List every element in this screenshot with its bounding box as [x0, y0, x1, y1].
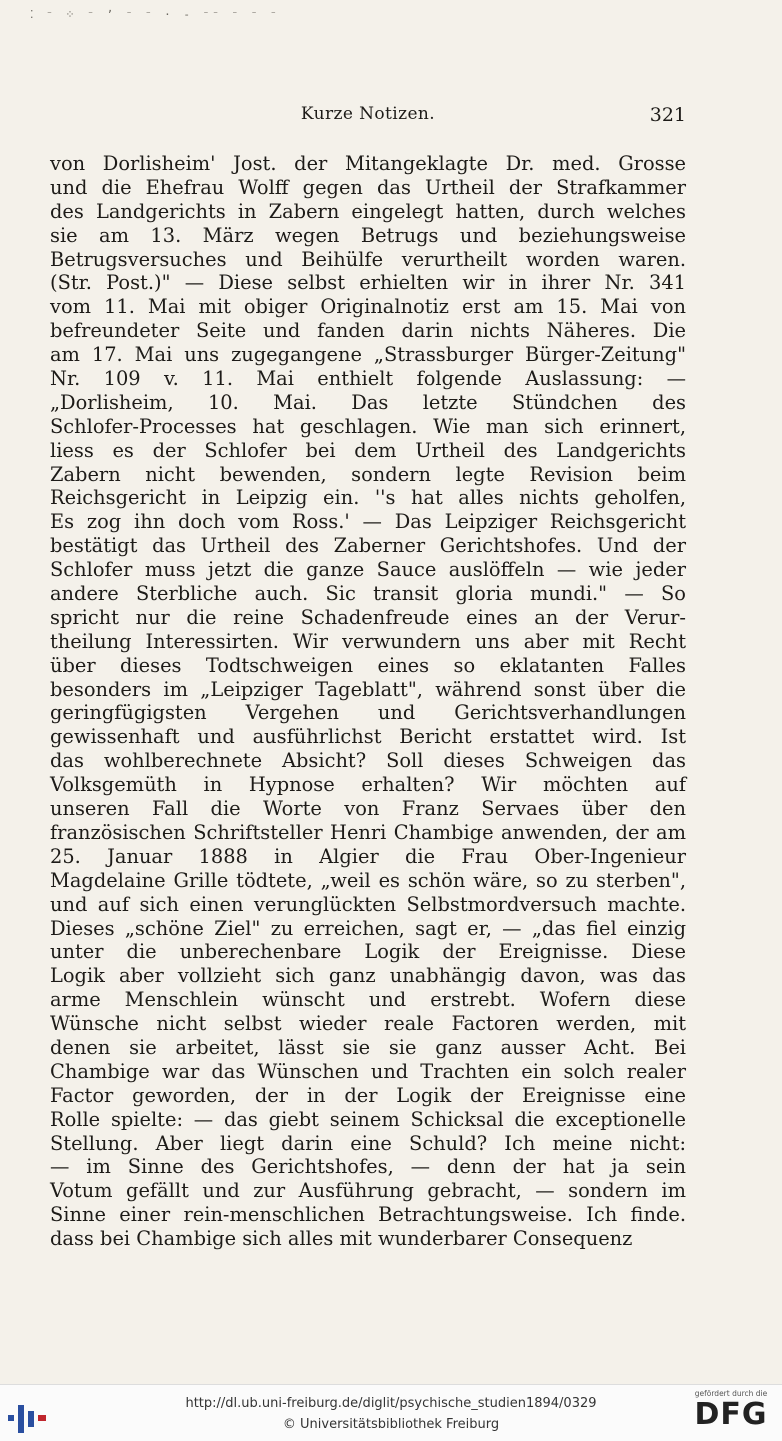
text-line: spricht nur die reine Schadenfreude eines an der Verur-: [50, 605, 686, 629]
text-line: arme Menschlein wünscht und erstrebt. Wofern diese: [50, 988, 686, 1012]
text-line: Stellung. Aber liegt darin eine Schuld? Ich meine nicht:: [50, 1131, 686, 1155]
text-line: Es zog ihn doch vom Ross.' — Das Leipziger Reichsgericht: [50, 510, 686, 534]
text-line: Reichsgericht in Leipzig ein. ''s hat alles nichts geholfen,: [50, 486, 686, 510]
text-line: liess es der Schlofer bei dem Urtheil des Landgerichts: [50, 438, 686, 462]
page-header: [50, 104, 686, 134]
text-line: am 17. Mai uns zugegangene „Strassburger Bürger-Zeitung": [50, 343, 686, 367]
text-line: Chambige war das Wünschen und Trachten ein solch realer: [50, 1059, 686, 1083]
text-line: befreundeter Seite und fanden darin nichts Näheres. Die: [50, 319, 686, 343]
text-line: Volksgemüth in Hypnose erhalten? Wir möchten auf: [50, 773, 686, 797]
text-line: Betrugsversuches und Beihülfe verurtheilt worden waren.: [50, 247, 686, 271]
dfg-logo: [690, 1389, 772, 1437]
dfg-logo-text: DFG: [694, 1397, 768, 1432]
text-line: über dieses Todtschweigen eines so eklatanten Falles: [50, 653, 686, 677]
text-line: bestätigt das Urtheil des Zaberner Gerichtshofes. Und der: [50, 534, 686, 558]
text-line: und auf sich einen verunglückten Selbstmordversuch machte.: [50, 892, 686, 916]
text-line: Dieses „schöne Ziel" zu erreichen, sagt er, — „das fiel einzig: [50, 916, 686, 940]
text-line: von Dorlisheim' Jost. der Mitangeklagte Dr. med. Grosse: [50, 152, 686, 175]
scan-artifacts: ⁚ ⁻ ⁘ ⁻ ʼ ⁻ ⁻ · ‐ ⁻⁻ ⁻ ⁻ ⁻: [30, 8, 280, 21]
text-line: Sinne einer rein-menschlichen Betrachtungsweise. Ich finde.: [50, 1203, 686, 1227]
text-line: dass bei Chambige sich alles mit wunderbarer Consequenz: [50, 1227, 633, 1251]
text-line: Rolle spielte: — das giebt seinem Schicksal die exceptionelle: [50, 1107, 686, 1131]
footer: [0, 1384, 782, 1441]
body-text: [50, 152, 686, 1251]
text-line: sie am 13. März wegen Betrugs und beziehungsweise: [50, 223, 686, 247]
text-line: Nr. 109 v. 11. Mai enthielt folgende Auslassung: —: [50, 367, 686, 391]
text-line: französischen Schriftsteller Henri Chambige anwenden, der am: [50, 820, 686, 844]
text-line: unter die unberechenbare Logik der Ereignisse. Diese: [50, 940, 686, 964]
text-line: Schlofer-Processes hat geschlagen. Wie man sich erinnert,: [50, 414, 686, 438]
text-line: Zabern nicht bewenden, sondern legte Revision beim: [50, 462, 686, 486]
text-line: denen sie arbeitet, lässt sie sie ganz ausser Acht. Bei: [50, 1035, 686, 1059]
text-line: (Str. Post.)" — Diese selbst erhielten wir in ihrer Nr. 341: [50, 271, 686, 295]
text-line: — im Sinne des Gerichtshofes, — denn der hat ja sein: [50, 1155, 686, 1179]
text-line: andere Sterbliche auch. Sic transit gloria mundi." — So: [50, 582, 686, 606]
text-line: vom 11. Mai mit obiger Originalnotiz erst am 15. Mai von: [50, 295, 686, 319]
page-number: 321: [649, 104, 686, 126]
text-line: Votum gefällt und zur Ausführung gebracht, — sondern im: [50, 1179, 686, 1203]
text-line: besonders im „Leipziger Tageblatt", während sonst über die: [50, 677, 686, 701]
text-line: Factor geworden, der in der Logik der Ereignisse eine: [50, 1083, 686, 1107]
text-line: unseren Fall die Worte von Franz Servaes über den: [50, 797, 686, 821]
text-line: und die Ehefrau Wolff gegen das Urtheil der Strafkammer: [50, 175, 686, 199]
text-line: Logik aber vollzieht sich ganz unabhängig davon, was das: [50, 964, 686, 988]
text-line: das wohlberechnete Absicht? Soll dieses Schweigen das: [50, 749, 686, 773]
dfg-note: gefördert durch die: [694, 1389, 768, 1398]
text-line: des Landgerichts in Zabern eingelegt hatten, durch welches: [50, 199, 686, 223]
text-line: Wünsche nicht selbst wieder reale Factoren werden, mit: [50, 1012, 686, 1036]
running-head: Kurze Notizen.: [300, 104, 436, 124]
text-line: Schlofer muss jetzt die ganze Sauce auslöffeln — wie jeder: [50, 558, 686, 582]
text-line: gewissenhaft und ausführlichst Bericht erstattet wird. Ist: [50, 725, 686, 749]
text-line: „Dorlisheim, 10. Mai. Das letzte Stündchen des: [50, 390, 686, 414]
footer-url[interactable]: http://dl.ub.uni-freiburg.de/diglit/psychische_studien1894/0329: [185, 1396, 597, 1411]
text-line: 25. Januar 1888 in Algier die Frau Ober-Ingenieur: [50, 844, 686, 868]
text-line: geringfügigsten Vergehen und Gerichtsverhandlungen: [50, 701, 686, 725]
text-line: theilung Interessirten. Wir verwundern uns aber mit Recht: [50, 629, 686, 653]
text-line: Magdelaine Grille tödtete, „weil es schön wäre, so zu sterben",: [50, 868, 686, 892]
footer-copyright: © Universitätsbibliothek Freiburg: [282, 1417, 500, 1432]
